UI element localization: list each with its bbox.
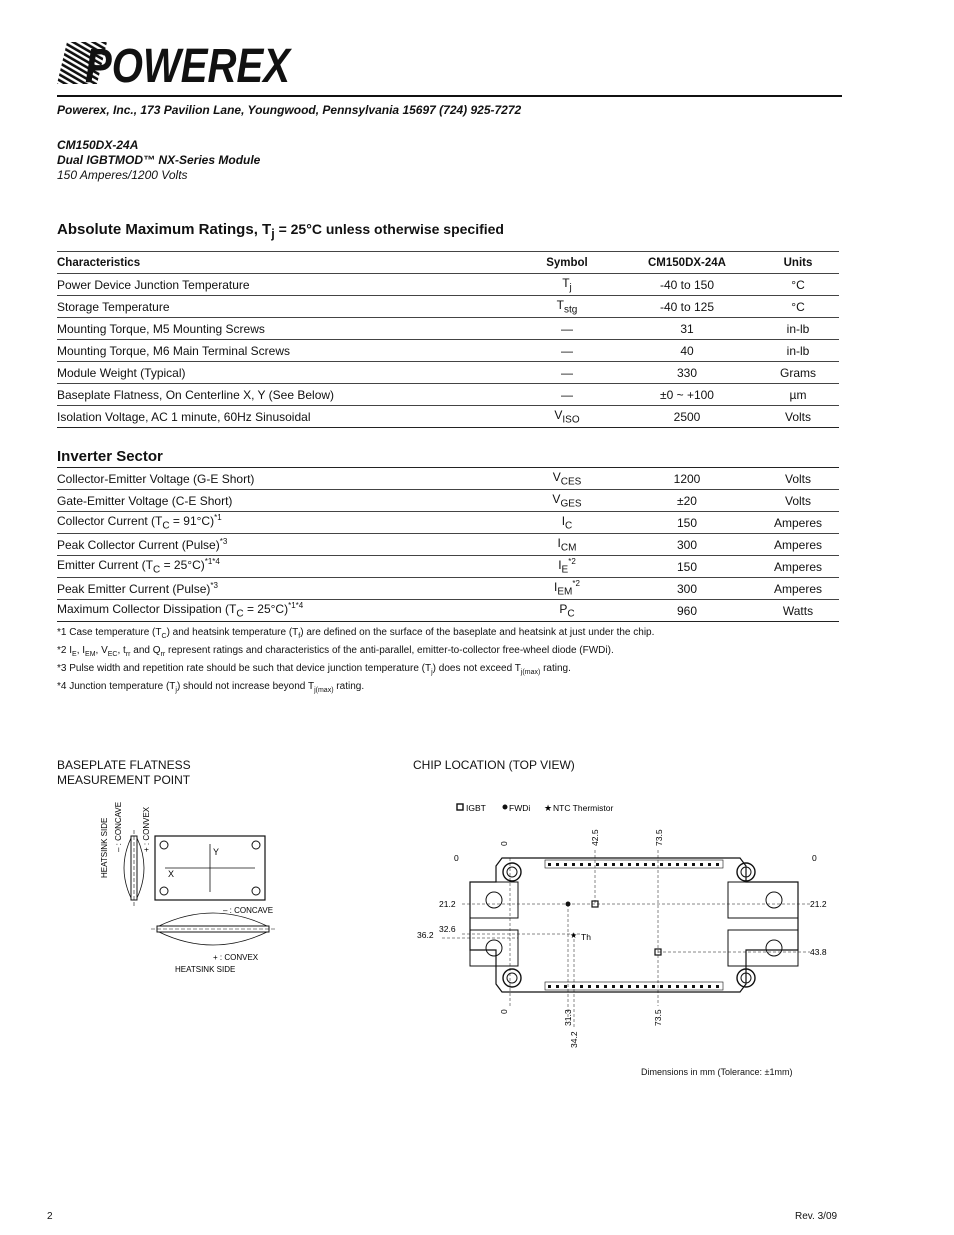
terminal-pin xyxy=(580,985,583,988)
symbol-cell: — xyxy=(517,318,617,340)
symbol-cell: $T_{stg}$ xyxy=(517,296,617,318)
chip-location-figure xyxy=(410,800,840,1050)
svg-text:Th: Th xyxy=(581,932,591,942)
inverter-table xyxy=(57,467,839,622)
characteristic-cell: Peak Emitter Current (Pulse)$^{*3}$ xyxy=(57,578,517,600)
characteristic-cell: Baseplate Flatness, On Centerline X, Y (See Below) xyxy=(57,384,517,406)
terminal-pin xyxy=(588,985,591,988)
svg-text:21.2: 21.2 xyxy=(439,899,456,909)
svg-text:42.5: 42.5 xyxy=(590,829,600,846)
characteristic-cell: Mounting Torque, M5 Mounting Screws xyxy=(57,318,517,340)
value-cell: 40 xyxy=(617,340,757,362)
terminal-pin xyxy=(692,985,695,988)
note-4: *4 Junction temperature $(T_j)$ should not increase beyond $T_{j(max)}$ rating. xyxy=(57,681,365,694)
terminal-pin xyxy=(556,985,559,988)
terminal-pin xyxy=(644,863,647,866)
unit-cell: °C xyxy=(757,296,839,318)
page-number: 2 xyxy=(47,1211,53,1222)
value-cell: -40 to 125 xyxy=(617,296,757,318)
inverter-row xyxy=(57,556,839,578)
inverter-row xyxy=(57,534,839,556)
characteristic-cell: Collector Current $(T_C = 91^\circ C)^{*1}$ xyxy=(57,512,517,534)
terminal-pin xyxy=(684,863,687,866)
terminal-pin xyxy=(660,863,663,866)
terminal-pin xyxy=(692,863,695,866)
baseplate-title: BASEPLATE FLATNESS MEASUREMENT POINT xyxy=(57,758,191,787)
inverter-row xyxy=(57,512,839,534)
value-cell: 1200 xyxy=(617,468,757,490)
symbol-cell: $P_C$ xyxy=(517,600,617,622)
terminal-pin xyxy=(636,985,639,988)
amr-row xyxy=(57,384,839,406)
characteristic-cell: Mounting Torque, M6 Main Terminal Screws xyxy=(57,340,517,362)
inverter-row xyxy=(57,490,839,512)
axis-x-label: X xyxy=(168,869,175,879)
characteristic-cell: Storage Temperature xyxy=(57,296,517,318)
amr-table xyxy=(57,251,839,428)
note-1: *1 Case temperature $(T_C)$ and heatsink temperature $(T_f)$ are defined on the surface of the baseplate and heatsink at just under the chip. xyxy=(57,627,655,640)
amr-row xyxy=(57,296,839,318)
terminal-pin xyxy=(652,985,655,988)
terminal-pin xyxy=(572,863,575,866)
unit-cell: Volts xyxy=(757,490,839,512)
part-block xyxy=(57,138,260,183)
terminal-pin xyxy=(612,985,615,988)
svg-text:POWEREX: POWEREX xyxy=(85,40,293,93)
terminal-pin xyxy=(580,863,583,866)
concave-vertical-label: – : CONCAVE xyxy=(114,801,123,852)
chip-location-title: CHIP LOCATION (TOP VIEW) xyxy=(413,758,575,772)
baseplate-figure xyxy=(95,800,285,980)
terminal-pin xyxy=(596,863,599,866)
terminal-pin xyxy=(684,985,687,988)
amr-row xyxy=(57,318,839,340)
legend-igbt: IGBT xyxy=(466,803,486,813)
symbol-cell: — xyxy=(517,362,617,384)
terminal-pin xyxy=(564,985,567,988)
symbol-cell: — xyxy=(517,340,617,362)
unit-cell: µm xyxy=(757,384,839,406)
terminal-pin xyxy=(708,863,711,866)
terminal-pin xyxy=(556,863,559,866)
unit-cell: Amperes xyxy=(757,534,839,556)
inverter-heading: Inverter Sector xyxy=(57,448,163,465)
revision: Rev. 3/09 xyxy=(795,1211,838,1222)
col-units: Units xyxy=(757,252,839,274)
terminal-pin xyxy=(612,863,615,866)
unit-cell: Amperes xyxy=(757,578,839,600)
powerex-logo xyxy=(57,40,293,93)
value-cell: -40 to 150 xyxy=(617,274,757,296)
symbol-cell: $V_{ISO}$ xyxy=(517,406,617,428)
value-cell: ±0 ~ +100 xyxy=(617,384,757,406)
svg-text:34.2: 34.2 xyxy=(569,1031,579,1048)
concave-label: – : CONCAVE xyxy=(223,906,274,915)
unit-cell: Watts xyxy=(757,600,839,622)
inverter-row xyxy=(57,578,839,600)
convex-label: + : CONVEX xyxy=(213,953,259,962)
terminal-pin xyxy=(620,985,623,988)
terminal-pin xyxy=(548,863,551,866)
svg-text:73.5: 73.5 xyxy=(653,1009,663,1026)
terminal-pin xyxy=(716,985,719,988)
value-cell: 31 xyxy=(617,318,757,340)
terminal-pin xyxy=(644,985,647,988)
characteristic-cell: Peak Collector Current (Pulse)$^{*3}$ xyxy=(57,534,517,556)
terminal-pin xyxy=(700,985,703,988)
value-cell: 300 xyxy=(617,534,757,556)
amr-header-row xyxy=(57,252,839,274)
value-cell: 960 xyxy=(617,600,757,622)
axis-y-label: Y xyxy=(213,847,220,857)
terminal-pin xyxy=(604,985,607,988)
svg-text:0: 0 xyxy=(499,841,509,846)
terminal-pin xyxy=(676,985,679,988)
svg-text:0: 0 xyxy=(499,1009,509,1014)
ntc-star-icon: ★ xyxy=(544,803,553,813)
footnotes xyxy=(57,626,654,698)
terminal-pin xyxy=(596,985,599,988)
svg-text:32.6: 32.6 xyxy=(439,924,456,934)
terminal-pin xyxy=(668,985,671,988)
terminal-pin xyxy=(548,985,551,988)
company-address: Powerex, Inc., 173 Pavilion Lane, Youngwood, Pennsylvania 15697 (724) 925-7272 xyxy=(57,103,522,117)
amr-row xyxy=(57,274,839,296)
col-symbol: Symbol xyxy=(517,252,617,274)
terminal-pin xyxy=(588,863,591,866)
terminal-pin xyxy=(668,863,671,866)
legend-fwdi: FWDi xyxy=(509,803,531,813)
symbol-cell: $V_{GES}$ xyxy=(517,490,617,512)
unit-cell: °C xyxy=(757,274,839,296)
amr-row xyxy=(57,362,839,384)
characteristic-cell: Module Weight (Typical) xyxy=(57,362,517,384)
note-3: *3 Pulse width and repetition rate should be such that device junction temperature $(T_j)$ does not exceed $T_{j(max)}$ rating. xyxy=(57,663,571,676)
unit-cell: in-lb xyxy=(757,340,839,362)
svg-text:31.3: 31.3 xyxy=(563,1009,573,1026)
terminal-pin xyxy=(708,985,711,988)
terminal-pin xyxy=(620,863,623,866)
value-cell: 150 xyxy=(617,512,757,534)
amr-row xyxy=(57,406,839,428)
symbol-cell: $I_{EM}^{*2}$ xyxy=(517,578,617,600)
value-cell: 330 xyxy=(617,362,757,384)
svg-text:0: 0 xyxy=(812,853,817,863)
value-cell: 300 xyxy=(617,578,757,600)
terminal-pin xyxy=(572,985,575,988)
unit-cell: Grams xyxy=(757,362,839,384)
fwdi-chip xyxy=(566,902,571,907)
terminal-pin xyxy=(636,863,639,866)
unit-cell: Amperes xyxy=(757,512,839,534)
header-rule xyxy=(57,95,842,97)
product-rating: 150 Amperes/1200 Volts xyxy=(57,168,188,182)
svg-text:36.2: 36.2 xyxy=(417,930,434,940)
value-cell: 2500 xyxy=(617,406,757,428)
ntc-chip-icon: ★ xyxy=(570,931,578,940)
symbol-cell: $V_{CES}$ xyxy=(517,468,617,490)
value-cell: ±20 xyxy=(617,490,757,512)
col-characteristics: Characteristics xyxy=(57,252,517,274)
value-cell: 150 xyxy=(617,556,757,578)
inverter-row xyxy=(57,468,839,490)
symbol-cell: $T_j$ xyxy=(517,274,617,296)
terminal-pin xyxy=(652,863,655,866)
terminal-pin xyxy=(716,863,719,866)
svg-text:43.8: 43.8 xyxy=(810,947,827,957)
amr-heading: Absolute Maximum Ratings, $T_j = 25^\circ C$ unless otherwise specified xyxy=(57,221,504,241)
terminal-pin xyxy=(676,863,679,866)
characteristic-cell: Collector-Emitter Voltage (G-E Short) xyxy=(57,468,517,490)
heatsink-side-label: HEATSINK SIDE xyxy=(175,965,236,974)
note-2: *2 $I_E$, $I_{EM}$, $V_{EC}$, $t_{rr}$ and $Q_{rr}$ represent ratings and characteristics of the anti-parallel, emitter-to-collector free-wheel diode (FWDi). xyxy=(57,645,614,658)
inverter-row xyxy=(57,600,839,622)
symbol-cell: $I_E^{*2}$ xyxy=(517,556,617,578)
terminal-pin xyxy=(604,863,607,866)
characteristic-cell: Gate-Emitter Voltage (C-E Short) xyxy=(57,490,517,512)
characteristic-cell: Maximum Collector Dissipation $(T_C = 25^\circ C)^{*1*4}$ xyxy=(57,600,517,622)
terminal-pin xyxy=(628,863,631,866)
product-line: Dual IGBTMOD™ NX-Series Module xyxy=(57,153,261,167)
characteristic-cell: Emitter Current $(T_C = 25^\circ C)^{*1*4}$ xyxy=(57,556,517,578)
part-number: CM150DX-24A xyxy=(57,138,139,152)
col-value: CM150DX-24A xyxy=(617,252,757,274)
symbol-cell: — xyxy=(517,384,617,406)
convex-vertical-label: + : CONVEX xyxy=(142,806,151,852)
terminal-pin xyxy=(700,863,703,866)
symbol-cell: $I_C$ xyxy=(517,512,617,534)
terminal-pin xyxy=(628,985,631,988)
svg-text:0: 0 xyxy=(454,853,459,863)
legend-ntc: NTC Thermistor xyxy=(553,803,614,813)
unit-cell: in-lb xyxy=(757,318,839,340)
unit-cell: Volts xyxy=(757,406,839,428)
terminal-pin xyxy=(564,863,567,866)
unit-cell: Volts xyxy=(757,468,839,490)
dimensions-note: Dimensions in mm (Tolerance: ±1mm) xyxy=(641,1067,793,1077)
svg-text:73.5: 73.5 xyxy=(654,829,664,846)
amr-row xyxy=(57,340,839,362)
svg-text:21.2: 21.2 xyxy=(810,899,827,909)
terminal-pin xyxy=(660,985,663,988)
heatsink-side-vertical: HEATSINK SIDE xyxy=(100,817,109,878)
symbol-cell: $I_{CM}$ xyxy=(517,534,617,556)
unit-cell: Amperes xyxy=(757,556,839,578)
characteristic-cell: Isolation Voltage, AC 1 minute, 60Hz Sinusoidal xyxy=(57,406,517,428)
characteristic-cell: Power Device Junction Temperature xyxy=(57,274,517,296)
